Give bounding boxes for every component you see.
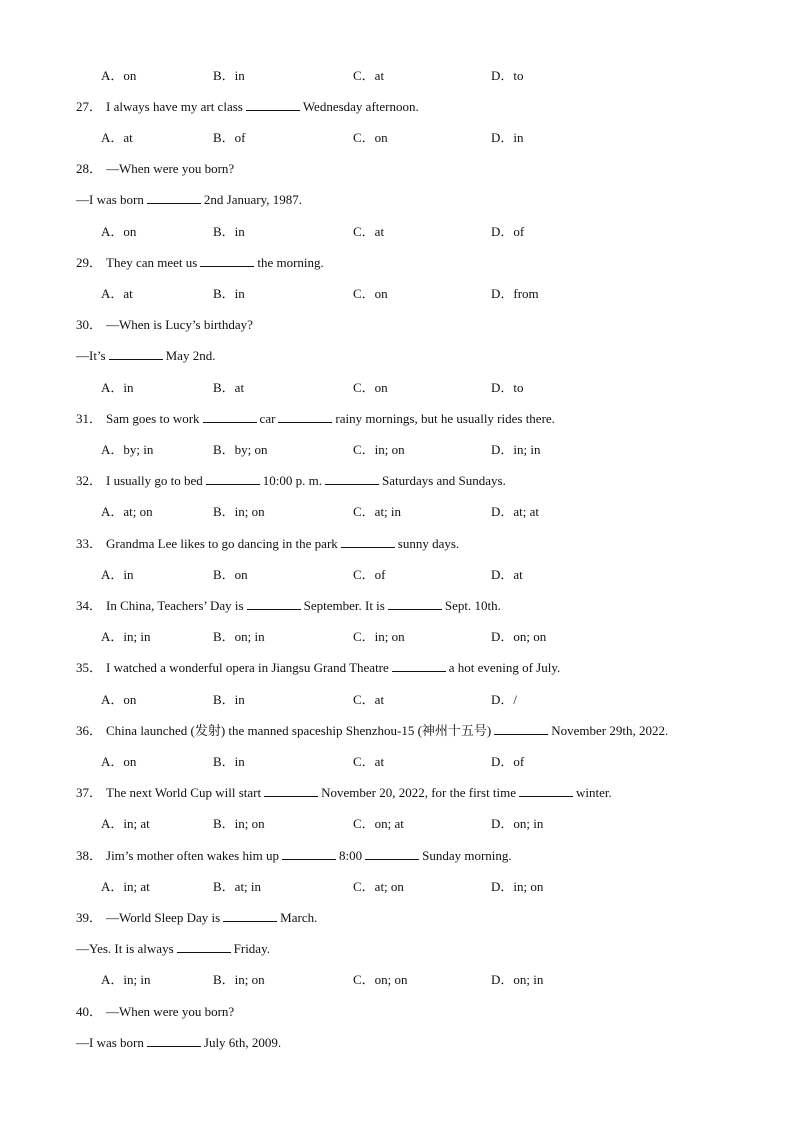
- answer-blank: [264, 784, 318, 797]
- option-a: A．on: [101, 224, 137, 239]
- q28-options: [0, 223, 794, 241]
- q35-stem: [76, 659, 560, 677]
- option-b: B．in; on: [213, 816, 265, 831]
- stem-text: car: [259, 411, 276, 426]
- option-c: C．at: [353, 224, 385, 239]
- option-c: C．at: [353, 754, 385, 769]
- q29-stem: [76, 254, 324, 272]
- q34-options: [0, 628, 794, 646]
- stem-text: rainy mornings, but he usually rides there.: [335, 411, 555, 426]
- stem-text: The next World Cup will start: [106, 785, 262, 800]
- q28-response: [76, 191, 302, 209]
- answer-blank: [177, 940, 231, 953]
- q29-options: [0, 285, 794, 303]
- q26-options: [0, 67, 794, 85]
- stem-text: I always have my art class: [106, 99, 243, 114]
- stem-text: sunny days.: [397, 536, 460, 551]
- question-number: 32．: [76, 473, 103, 488]
- option-c: C．in; on: [353, 442, 405, 457]
- option-c: C．at: [353, 68, 385, 83]
- answer-blank: [147, 191, 201, 204]
- option-d: D．from: [491, 286, 539, 301]
- answer-blank: [246, 98, 300, 111]
- answer-blank: [247, 597, 301, 610]
- option-b: B．in; on: [213, 504, 265, 519]
- question-number: 33．: [76, 536, 103, 551]
- answer-blank: [223, 909, 277, 922]
- stem-text: They can meet us: [106, 255, 198, 270]
- q33-options: [0, 566, 794, 584]
- option-c: C．at: [353, 692, 385, 707]
- answer-blank: [325, 472, 379, 485]
- answer-blank: [109, 347, 163, 360]
- answer-blank: [278, 410, 332, 423]
- question-number: 35．: [76, 660, 103, 675]
- q31-stem: [76, 410, 555, 428]
- answer-blank: [341, 535, 395, 548]
- stem-text: winter.: [576, 785, 612, 800]
- q31-options: [0, 441, 794, 459]
- stem-text: Sept. 10th.: [444, 598, 501, 613]
- stem-text: Friday.: [233, 941, 270, 956]
- option-d: D．in; in: [491, 442, 541, 457]
- q40-response: [76, 1034, 281, 1052]
- option-d: D．on; on: [491, 629, 547, 644]
- option-d: D．of: [491, 754, 525, 769]
- option-b: B．in: [213, 224, 245, 239]
- option-b: B．at: [213, 380, 245, 395]
- stem-text: Wednesday afternoon.: [302, 99, 419, 114]
- answer-blank: [388, 597, 442, 610]
- answer-blank: [519, 784, 573, 797]
- option-b: B．in: [213, 754, 245, 769]
- answer-blank: [200, 254, 254, 267]
- q32-stem: [76, 472, 506, 490]
- q33-stem: [76, 535, 459, 553]
- stem-text: Saturdays and Sundays.: [382, 473, 506, 488]
- q30-response: [76, 347, 215, 365]
- option-d: D．to: [491, 68, 524, 83]
- option-c: C．on: [353, 286, 388, 301]
- option-b: B．in: [213, 692, 245, 707]
- option-a: A．in; in: [101, 972, 151, 987]
- q39-options: [0, 971, 794, 989]
- option-b: B．on; in: [213, 629, 265, 644]
- option-a: A．at: [101, 130, 133, 145]
- stem-text: In China, Teachers’ Day is: [106, 598, 244, 613]
- option-b: B．at; in: [213, 879, 262, 894]
- answer-blank: [494, 722, 548, 735]
- stem-text: China launched (发射) the manned spaceship Shenzhou-15 (神州十五号): [106, 723, 492, 738]
- option-c: C．on; at: [353, 816, 404, 831]
- option-b: B．by; on: [213, 442, 268, 457]
- option-d: D．in: [491, 130, 524, 145]
- option-a: A．at; on: [101, 504, 153, 519]
- stem-text: 8:00: [338, 848, 363, 863]
- q36-options: [0, 753, 794, 771]
- option-b: B．on: [213, 567, 248, 582]
- option-b: B．of: [213, 130, 246, 145]
- option-c: C．on; on: [353, 972, 408, 987]
- option-d: D．of: [491, 224, 525, 239]
- option-b: B．in: [213, 68, 245, 83]
- stem-text: —When were you born?: [106, 1004, 235, 1019]
- stem-text: July 6th, 2009.: [203, 1035, 282, 1050]
- option-a: A．in; at: [101, 816, 150, 831]
- option-d: D．on; in: [491, 972, 544, 987]
- option-d: D．/: [491, 692, 518, 707]
- option-a: A．in; at: [101, 879, 150, 894]
- stem-text: Jim’s mother often wakes him up: [106, 848, 279, 863]
- stem-text: Sunday morning.: [422, 848, 512, 863]
- answer-blank: [206, 472, 260, 485]
- q40-stem: [76, 1003, 234, 1021]
- option-a: A．by; in: [101, 442, 154, 457]
- stem-text: May 2nd.: [165, 348, 216, 363]
- stem-text: I watched a wonderful opera in Jiangsu Grand Theatre: [106, 660, 389, 675]
- stem-text: —I was born: [76, 1035, 144, 1050]
- q34-stem: [76, 597, 501, 615]
- option-b: B．in; on: [213, 972, 265, 987]
- question-number: 27．: [76, 99, 103, 114]
- question-number: 39．: [76, 910, 103, 925]
- stem-text: March.: [280, 910, 318, 925]
- q30-stem: [76, 316, 253, 334]
- question-number: 30．: [76, 317, 103, 332]
- option-c: C．on: [353, 130, 388, 145]
- q37-options: [0, 815, 794, 833]
- option-a: A．in: [101, 567, 134, 582]
- q38-stem: [76, 847, 512, 865]
- stem-text: 2nd January, 1987.: [203, 192, 302, 207]
- q36-stem: [76, 722, 668, 740]
- stem-text: —Yes. It is always: [76, 941, 174, 956]
- option-c: C．in; on: [353, 629, 405, 644]
- option-a: A．on: [101, 68, 137, 83]
- question-number: 28．: [76, 161, 103, 176]
- q28-stem: [76, 160, 234, 178]
- question-number: 34．: [76, 598, 103, 613]
- stem-text: —I was born: [76, 192, 144, 207]
- option-a: A．at: [101, 286, 133, 301]
- question-number: 37．: [76, 785, 103, 800]
- q39-stem: [76, 909, 317, 927]
- q39-response: [76, 940, 270, 958]
- option-c: C．of: [353, 567, 386, 582]
- q32-options: [0, 503, 794, 521]
- stem-text: 10:00 p. m.: [262, 473, 323, 488]
- option-a: A．on: [101, 754, 137, 769]
- option-a: A．in: [101, 380, 134, 395]
- stem-text: September. It is: [303, 598, 385, 613]
- question-number: 31．: [76, 411, 103, 426]
- stem-text: —When is Lucy’s birthday?: [106, 317, 253, 332]
- option-b: B．in: [213, 286, 245, 301]
- option-c: C．on: [353, 380, 388, 395]
- answer-blank: [203, 410, 257, 423]
- q37-stem: [76, 784, 612, 802]
- answer-blank: [365, 847, 419, 860]
- answer-blank: [147, 1034, 201, 1047]
- stem-text: —World Sleep Day is: [106, 910, 221, 925]
- stem-text: Grandma Lee likes to go dancing in the park: [106, 536, 338, 551]
- option-d: D．at; at: [491, 504, 540, 519]
- option-a: A．on: [101, 692, 137, 707]
- stem-text: —When were you born?: [106, 161, 235, 176]
- stem-text: I usually go to bed: [106, 473, 203, 488]
- question-number: 40．: [76, 1004, 103, 1019]
- answer-blank: [392, 659, 446, 672]
- stem-text: the morning.: [257, 255, 324, 270]
- q27-options: [0, 129, 794, 147]
- option-a: A．in; in: [101, 629, 151, 644]
- q30-options: [0, 379, 794, 397]
- question-number: 29．: [76, 255, 103, 270]
- option-c: C．at; on: [353, 879, 404, 894]
- answer-blank: [282, 847, 336, 860]
- question-number: 36．: [76, 723, 103, 738]
- stem-text: November 20, 2022, for the first time: [321, 785, 517, 800]
- q27-stem: [76, 98, 419, 116]
- option-d: D．at: [491, 567, 523, 582]
- stem-text: —It’s: [76, 348, 106, 363]
- option-d: D．in; on: [491, 879, 544, 894]
- stem-text: a hot evening of July.: [448, 660, 561, 675]
- option-d: D．on; in: [491, 816, 544, 831]
- stem-text: November 29th, 2022.: [551, 723, 669, 738]
- q38-options: [0, 878, 794, 896]
- stem-text: Sam goes to work: [106, 411, 200, 426]
- option-c: C．at; in: [353, 504, 402, 519]
- question-number: 38．: [76, 848, 103, 863]
- option-d: D．to: [491, 380, 524, 395]
- q35-options: [0, 691, 794, 709]
